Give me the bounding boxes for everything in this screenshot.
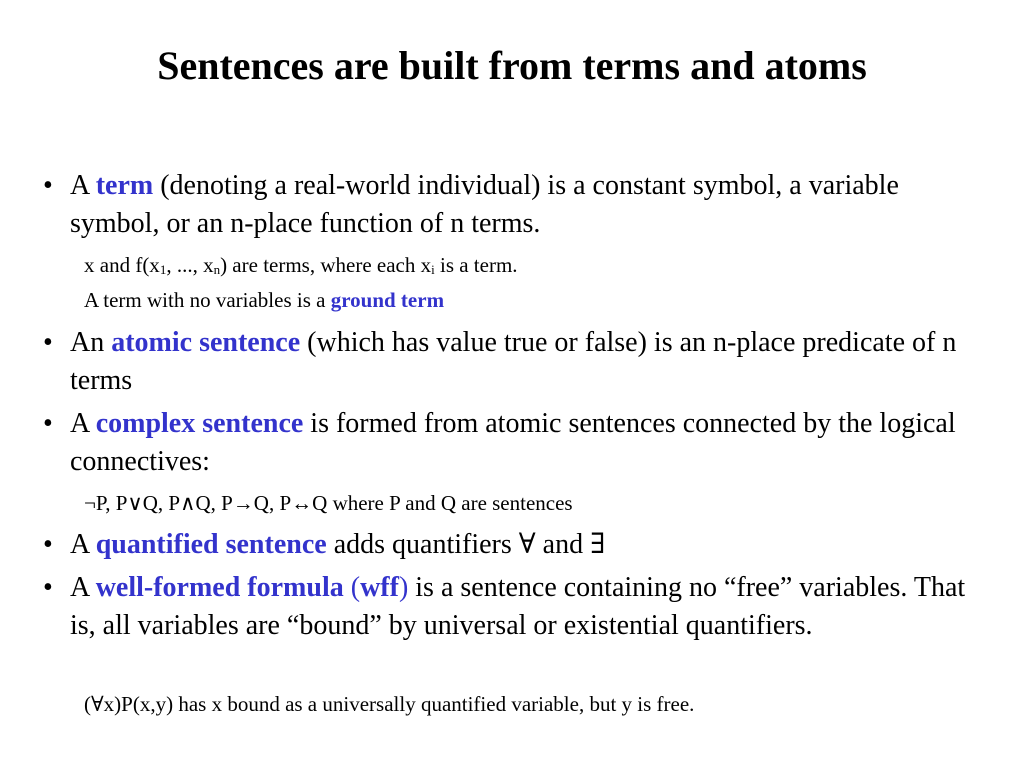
sub-text: , ..., x (166, 253, 214, 277)
bullet-text-post: adds quantifiers ∀ and ∃ (326, 529, 606, 560)
paren-open: ( (343, 572, 361, 603)
bullet-dot: • (43, 408, 53, 439)
bullet-text (70, 324, 983, 400)
bullet-text-pre: A (70, 572, 96, 603)
bullet-text (70, 526, 983, 564)
slide-title: Sentences are built from terms and atoms (157, 43, 867, 88)
bullet-complex-sentence (43, 405, 983, 481)
bullet-dot: • (43, 170, 53, 201)
bullet-well-formed-formula (43, 569, 983, 645)
keyword-well-formed-formula: well-formed formula (95, 572, 344, 603)
sub-terms-example (84, 251, 984, 279)
bullet-text-post: (which has value true or false) is an n-place predicate of n terms (70, 327, 957, 396)
paren-close: ) (398, 572, 409, 603)
bullet-text-post: is formed from atomic sentences connected by the logical connectives: (70, 408, 956, 477)
bullet-term (43, 167, 983, 243)
sub-connectives: ¬P, P∨Q, P∧Q, P→Q, P↔Q where P and Q are sentences (84, 491, 573, 515)
bullet-dot: • (43, 327, 53, 358)
keyword-wff: wff (360, 572, 399, 603)
bullet-term-pre: A (70, 170, 96, 201)
sub-wff-example: (∀x)P(x,y) has x bound as a universally quantified variable, but y is free. (84, 692, 695, 716)
bullet-text (70, 569, 983, 645)
keyword-ground-term: ground term (330, 288, 445, 312)
bullet-text-pre: A (70, 408, 96, 439)
sub-ground-term (84, 286, 984, 314)
sub-text: A term with no variables is a (84, 288, 331, 312)
sub-text: is a term. (434, 253, 518, 277)
keyword-complex-sentence: complex sentence (95, 408, 304, 439)
bullet-text-pre: An (70, 327, 112, 358)
bullet-dot: • (43, 529, 53, 560)
keyword-atomic-sentence: atomic sentence (111, 327, 301, 358)
sub-text: ) are terms, where each x (220, 253, 432, 277)
bullet-text-pre: A (70, 529, 96, 560)
keyword-quantified-sentence: quantified sentence (95, 529, 327, 560)
sub-text: x and f(x (84, 253, 160, 277)
subscript: n (213, 262, 221, 277)
subscript: 1 (159, 262, 167, 277)
bullet-text (70, 167, 983, 243)
bullet-text (70, 405, 983, 481)
bullet-dot: • (43, 572, 53, 603)
subscript: i (431, 262, 435, 277)
bullet-atomic-sentence (43, 324, 983, 400)
bullet-text-post: is a sentence containing no “free” variables. That is, all variables are “bound” by universal or existential quantifiers. (70, 572, 966, 641)
keyword-term: term (95, 170, 154, 201)
bullet-term-post: (denoting a real-world individual) is a constant symbol, a variable symbol, or an n-place function of n terms. (70, 170, 899, 239)
bullet-quantified-sentence (43, 526, 983, 564)
